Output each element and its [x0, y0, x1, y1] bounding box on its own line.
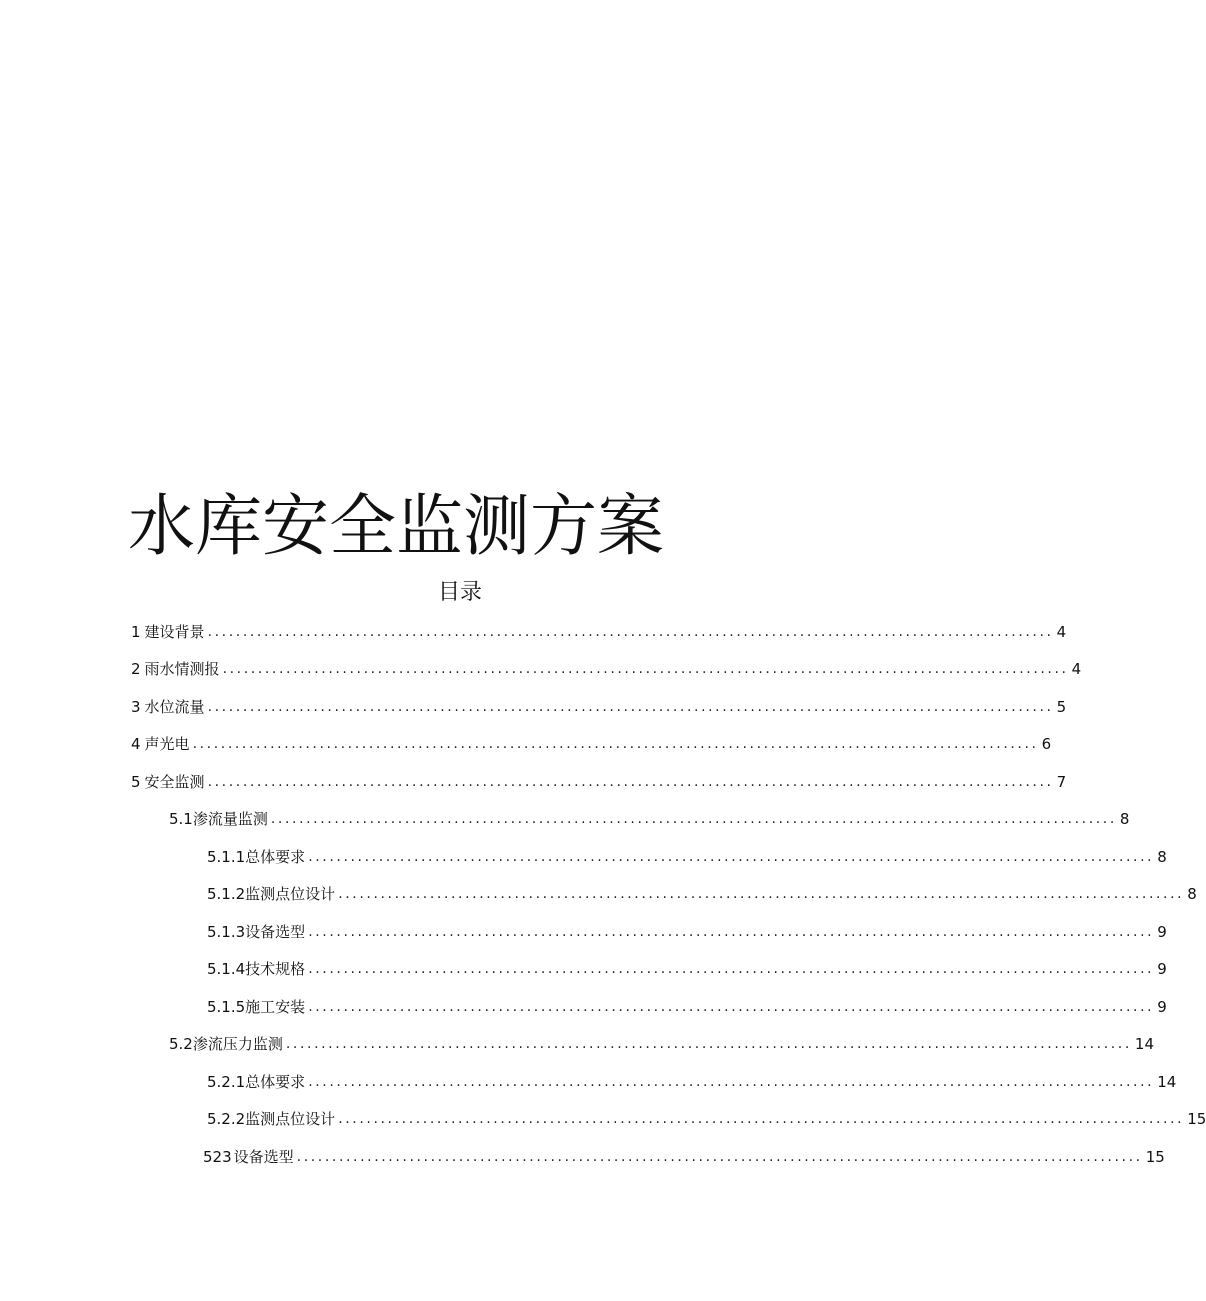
toc-leader-dots: ........................................................................................................................ [308, 1074, 1155, 1090]
toc-entry-label: 安全监测 [144, 773, 205, 791]
toc-entry-page: 8 [1157, 848, 1167, 866]
toc-entry[interactable] [131, 618, 1067, 642]
toc-entry-number: 5.2.1 [207, 1073, 246, 1091]
toc-entry-page: 9 [1157, 923, 1167, 941]
toc-entry-number: 523 [203, 1148, 232, 1166]
toc-entry-page: 8 [1187, 885, 1197, 903]
toc-leader-dots: ........................................................................................................................ [222, 661, 1069, 677]
toc-entry-number: 5.1.1 [207, 848, 246, 866]
toc-entry-page: 15 [1187, 1110, 1206, 1128]
toc-entry-label: 施工安装 [245, 998, 306, 1016]
toc-entry-label: 渗流压力监测 [192, 1035, 283, 1053]
toc-leader-dots: ........................................................................................................................ [192, 736, 1039, 752]
toc-entry[interactable] [131, 768, 1067, 792]
toc-entry-page: 9 [1157, 960, 1167, 978]
toc-entry[interactable] [207, 880, 1197, 904]
toc-entry[interactable] [169, 805, 1130, 829]
toc-entry[interactable] [207, 843, 1167, 867]
toc-leader-dots: ........................................................................................................................ [308, 961, 1155, 977]
toc-entry-page: 7 [1056, 773, 1067, 791]
toc-entry-page: 14 [1134, 1035, 1154, 1053]
toc-entry[interactable] [203, 1143, 1165, 1167]
toc-entry[interactable] [207, 918, 1167, 942]
toc-entry-label: 水位流量 [144, 698, 205, 716]
toc-entry[interactable] [131, 655, 1082, 679]
toc-leader-dots: ........................................................................................................................ [207, 699, 1054, 715]
toc-entry-number: 5.1.5 [207, 998, 246, 1016]
toc-heading: 目录 [437, 580, 482, 605]
toc-entry-label: 设备选型 [233, 1148, 294, 1166]
toc-entry[interactable] [131, 693, 1067, 717]
toc-entry-label: 渗流量监测 [192, 810, 268, 828]
toc-entry-number: 2 [131, 660, 141, 678]
toc-entry-label: 总体要求 [245, 1073, 306, 1091]
toc-entry[interactable] [207, 955, 1167, 979]
toc-entry[interactable] [169, 1030, 1154, 1054]
toc-entry-page: 4 [1056, 623, 1067, 641]
toc-entry-label: 技术规格 [245, 960, 306, 978]
toc-entry-number: 5.1.4 [207, 960, 246, 978]
toc-entry[interactable] [207, 1068, 1177, 1092]
toc-entry-label: 监测点位设计 [245, 885, 336, 903]
toc-entry-number: 5.1.3 [207, 923, 246, 941]
toc-entry-number: 4 [131, 735, 141, 753]
toc-entry-number: 3 [131, 698, 141, 716]
toc-entry-number: 5.1.2 [207, 885, 246, 903]
toc-leader-dots: ........................................................................................................................ [338, 1111, 1185, 1127]
toc-entry-page: 5 [1056, 698, 1067, 716]
toc-entry-number: 1 [131, 623, 141, 641]
toc-entry-page: 6 [1041, 735, 1052, 753]
toc-entry-label: 声光电 [144, 735, 190, 753]
toc-entry[interactable] [131, 730, 1052, 754]
toc-leader-dots: ........................................................................................................................ [308, 924, 1155, 940]
toc-entry-label: 总体要求 [245, 848, 306, 866]
toc-leader-dots: ........................................................................................................................ [285, 1036, 1132, 1052]
toc-entry-page: 15 [1145, 1148, 1165, 1166]
toc-leader-dots: ........................................................................................................................ [207, 774, 1054, 790]
toc-entry-number: 5.2 [169, 1035, 193, 1053]
document-title: 水库安全监测方案 [128, 487, 664, 565]
toc-entry[interactable] [207, 1105, 1206, 1129]
toc-entry-label: 雨水情测报 [144, 660, 220, 678]
toc-leader-dots: ........................................................................................................................ [338, 886, 1185, 902]
toc-leader-dots: ........................................................................................................................ [308, 999, 1155, 1015]
toc-entry-number: 5.1 [169, 810, 193, 828]
toc-entry-label: 监测点位设计 [245, 1110, 336, 1128]
toc-entry[interactable] [207, 993, 1167, 1017]
toc-entry-number: 5 [131, 773, 141, 791]
toc-leader-dots: ........................................................................................................................ [296, 1149, 1143, 1165]
toc-entry-label: 建设背景 [144, 623, 205, 641]
toc-entry-page: 8 [1119, 810, 1130, 828]
toc-entry-page: 9 [1157, 998, 1167, 1016]
toc-leader-dots: ........................................................................................................................ [207, 624, 1054, 640]
toc-entry-number: 5.2.2 [207, 1110, 246, 1128]
toc-entry-label: 设备选型 [245, 923, 306, 941]
toc-entry-page: 14 [1157, 1073, 1177, 1091]
toc-leader-dots: ........................................................................................................................ [270, 811, 1117, 827]
toc-leader-dots: ........................................................................................................................ [308, 849, 1155, 865]
toc-entry-page: 4 [1071, 660, 1082, 678]
